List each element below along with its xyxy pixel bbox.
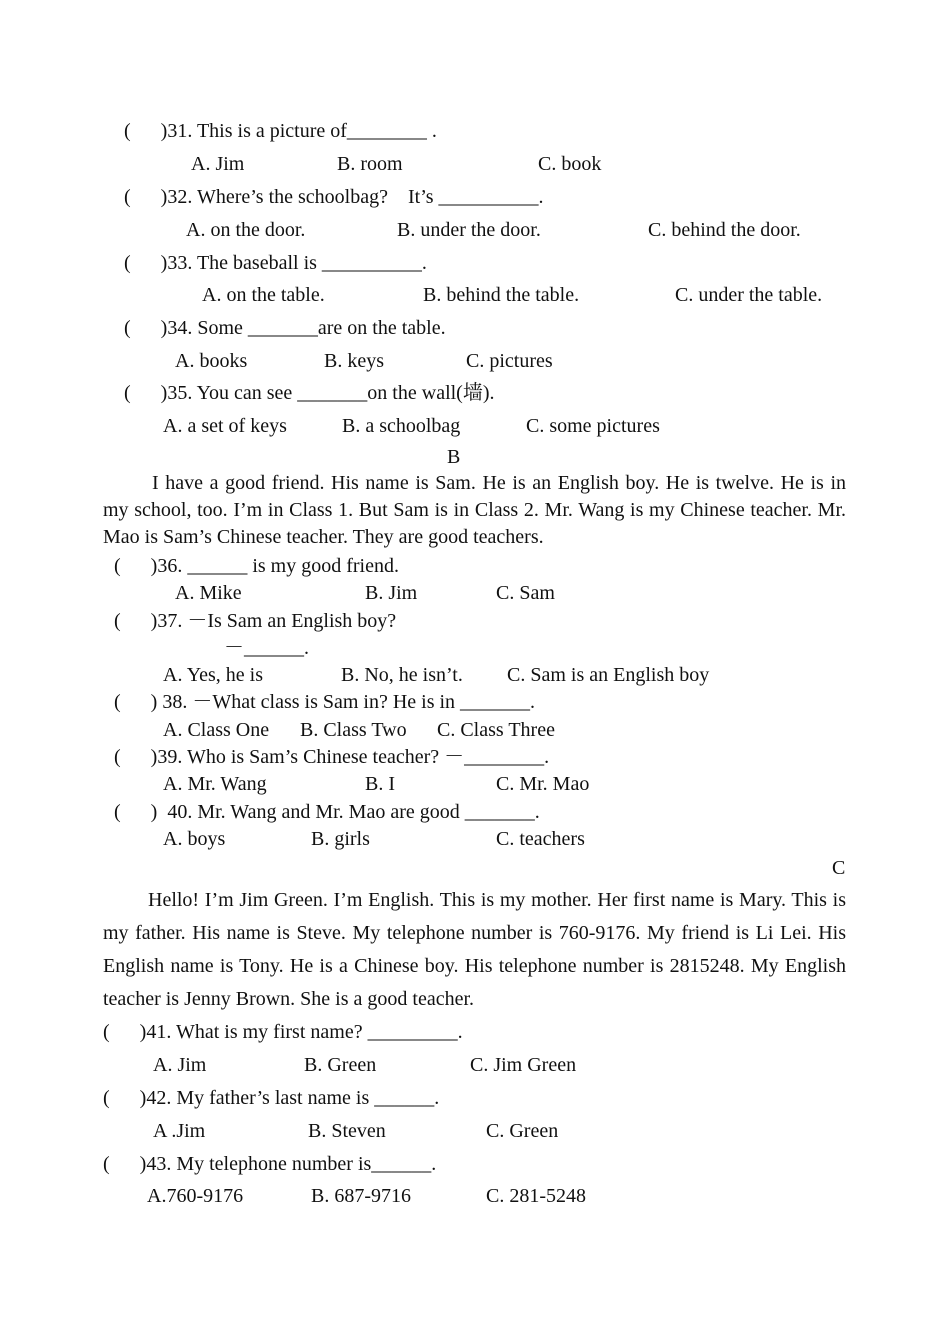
q38-option-b[interactable]: B. Class Two (300, 719, 407, 741)
q32-stem: ( )32. Where’s the schoolbag? It’s __________. (124, 186, 544, 208)
section-c-heading: C (832, 857, 846, 879)
q32-option-b[interactable]: B. under the door. (397, 219, 541, 241)
q31-option-a[interactable]: A. Jim (191, 153, 245, 175)
q33-stem: ( )33. The baseball is __________. (124, 252, 427, 274)
q37-stem: ( )37. －Is Sam an English boy? (114, 610, 397, 632)
q42-option-b[interactable]: B. Steven (308, 1120, 386, 1142)
q41-option-a[interactable]: A. Jim (153, 1054, 207, 1076)
q43-option-a[interactable]: A.760-9176 (147, 1185, 244, 1207)
q33-option-b[interactable]: B. behind the table. (423, 284, 580, 306)
q37-option-a[interactable]: A. Yes, he is (163, 664, 264, 686)
q38-option-c[interactable]: C. Class Three (437, 719, 555, 741)
q38-stem: ( ) 38. －What class is Sam in? He is in _______. (114, 691, 536, 713)
section-b-passage: I have a good friend. His name is Sam. He is an English boy. He is twelve. He is in my school, too. I’m in Class 1. But Sam is in Class 2. Mr. Wang is my Chinese teacher. Mr. Mao is Sam’s Chinese teacher. They are good teachers. (103, 472, 846, 548)
q35-option-b[interactable]: B. a schoolbag (342, 415, 461, 437)
q40-stem: ( ) 40. Mr. Wang and Mr. Mao are good _______. (114, 801, 540, 823)
q37-option-b[interactable]: B. No, he isn’t. (341, 664, 463, 686)
section-c-passage: Hello! I’m Jim Green. I’m English. This is my mother. Her first name is Mary. This is my father. His name is Steve. My telephone number is 760-9176. My friend is Li Lei. His English name is Tony. He is a Chinese boy. His telephone number is 2815248. My English teacher is Jenny Brown. She is a good teacher. (103, 889, 846, 1010)
q32-option-a[interactable]: A. on the door. (186, 219, 306, 241)
q33-option-c[interactable]: C. under the table. (675, 284, 823, 306)
q36-option-b[interactable]: B. Jim (365, 582, 418, 604)
q31-stem: ( )31. This is a picture of________ . (124, 120, 437, 142)
q33-option-a[interactable]: A. on the table. (202, 284, 325, 306)
q32-option-c[interactable]: C. behind the door. (648, 219, 801, 241)
q40-option-c[interactable]: C. teachers (496, 828, 585, 850)
q34-option-c[interactable]: C. pictures (466, 350, 553, 372)
q39-option-a[interactable]: A. Mr. Wang (163, 773, 267, 795)
q31-option-b[interactable]: B. room (337, 153, 403, 175)
q34-stem: ( )34. Some _______are on the table. (124, 317, 446, 339)
q40-option-b[interactable]: B. girls (311, 828, 370, 850)
q35-option-a[interactable]: A. a set of keys (163, 415, 287, 437)
q38-option-a[interactable]: A. Class One (163, 719, 270, 741)
q37-answer-line: －______. (224, 637, 309, 659)
q43-option-b[interactable]: B. 687-9716 (311, 1185, 411, 1207)
q42-option-a[interactable]: A .Jim (153, 1120, 206, 1142)
q41-option-b[interactable]: B. Green (304, 1054, 377, 1076)
q42-stem: ( )42. My father’s last name is ______. (103, 1087, 440, 1109)
q39-stem: ( )39. Who is Sam’s Chinese teacher? －________. (114, 746, 550, 768)
section-b-heading: B (447, 446, 461, 468)
q41-option-c[interactable]: C. Jim Green (470, 1054, 577, 1076)
q34-option-a[interactable]: A. books (175, 350, 248, 372)
q41-stem: ( )41. What is my first name? _________. (103, 1021, 463, 1043)
q35-stem: ( )35. You can see _______on the wall(墙). (124, 382, 495, 404)
q43-stem: ( )43. My telephone number is______. (103, 1153, 437, 1175)
q40-option-a[interactable]: A. boys (163, 828, 226, 850)
q36-option-a[interactable]: A. Mike (175, 582, 242, 604)
q36-stem: ( )36. ______ is my good friend. (114, 555, 399, 577)
q39-option-c[interactable]: C. Mr. Mao (496, 773, 590, 795)
q43-option-c[interactable]: C. 281-5248 (486, 1185, 586, 1207)
q31-option-c[interactable]: C. book (538, 153, 602, 175)
q37-option-c[interactable]: C. Sam is an English boy (507, 664, 710, 686)
q36-option-c[interactable]: C. Sam (496, 582, 555, 604)
q39-option-b[interactable]: B. I (365, 773, 395, 795)
q42-option-c[interactable]: C. Green (486, 1120, 559, 1142)
q34-option-b[interactable]: B. keys (324, 350, 384, 372)
q35-option-c[interactable]: C. some pictures (526, 415, 660, 437)
